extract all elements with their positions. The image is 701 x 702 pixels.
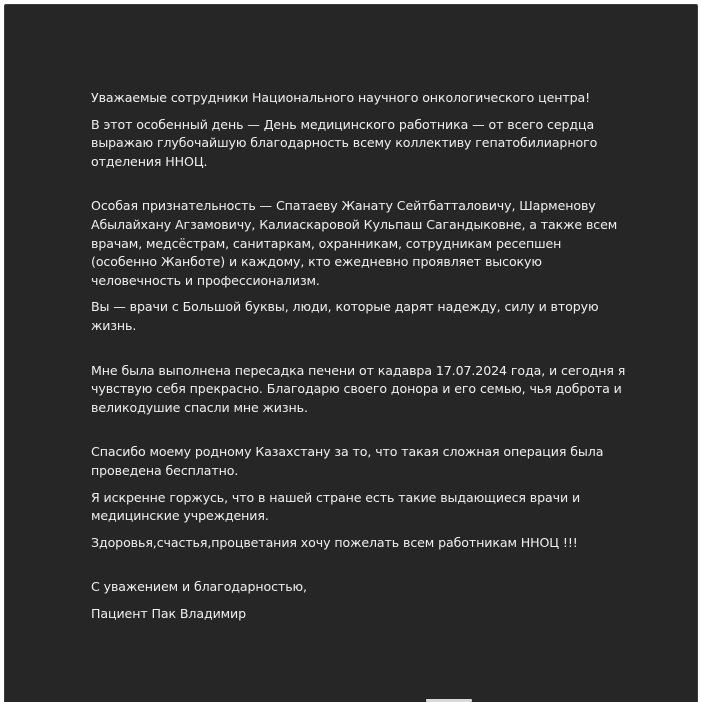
paragraph-doctors: Вы — врачи с Большой буквы, люди, которые дарят надежду, силу и вторую жизнь. <box>91 299 599 333</box>
paragraph-thanks: В этот особенный день — День медицинского работника — от всего сердца выражаю глубочайшую благодарность всему коллективу гепатобилиарного отделения ННОЦ. <box>91 116 598 169</box>
signature: Пациент Пак Владимир <box>91 605 247 621</box>
spacer <box>91 344 631 362</box>
paragraph-proud: Я искренне горжусь, что в нашей стране есть такие выдающиеся врачи и медицинские учреждения. <box>91 489 581 524</box>
spacer <box>91 179 631 197</box>
greeting: Уважаемые сотрудники Национального научного онкологического центра! <box>91 90 591 105</box>
spacer <box>91 560 631 578</box>
spacer <box>91 425 631 443</box>
paragraph-transplant: Мне была выполнена пересадка печени от кадавра 17.07.2024 года, и сегодня я чувствую себя прекрасно. Благодарю своего донора и его семью, чья доброта и великодушие спасли мне жизнь. <box>91 362 626 415</box>
letter-body <box>91 89 631 631</box>
paragraph-gratitude-names: Особая признательность — Спатаеву Жанату Сейтбатталовичу, Шарменову Абылайхану Агзамовичу, Калиаскаровой Кульпаш Сагандыковне, а также всем врачам, медсёстрам, санитаркам, охранникам, сотрудникам ресепшен (особенно Жанботе) и каждому, кто ежедневно проявляет высокую человечность и профессионализм. <box>91 198 618 288</box>
closing: С уважением и благодарностью, <box>91 579 307 595</box>
paragraph-kazakhstan: Спасибо моему родному Казахстану за то, что такая сложная операция была проведена бесплатно. <box>91 444 604 478</box>
paragraph-wishes: Здоровья,счастья,процветания хочу пожелать всем работникам ННОЦ !!! <box>91 534 578 550</box>
letter-panel <box>4 4 698 702</box>
